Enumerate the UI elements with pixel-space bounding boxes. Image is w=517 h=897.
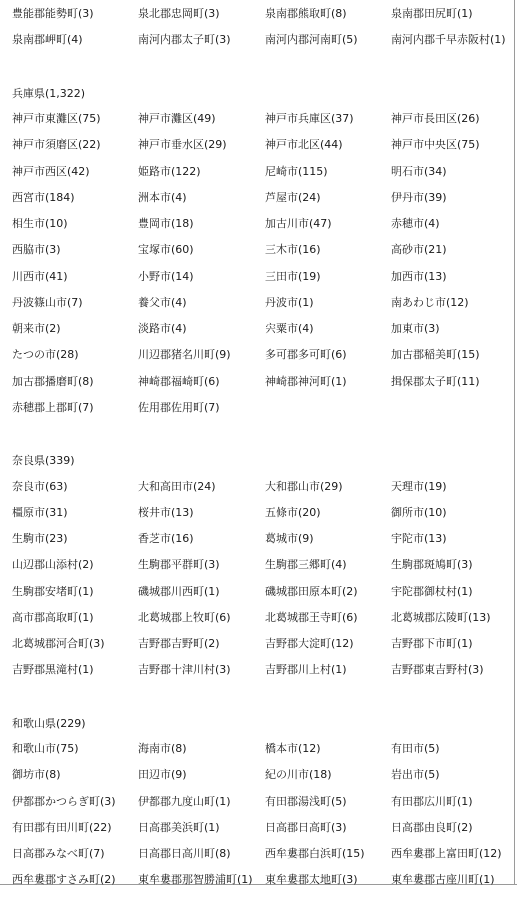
municipality-link[interactable]: 香芝市(16) [138,532,194,545]
municipality-link[interactable]: 磯城郡川西町(1) [138,584,220,598]
municipality-link[interactable]: 吉野郡黒滝村(1) [12,663,94,677]
municipality-link[interactable]: 日高郡日高川町(8) [138,847,231,860]
municipality-link[interactable]: 神戸市東灘区(75) [12,112,101,125]
list-row [0,736,517,762]
municipality-link[interactable]: 天理市(19) [391,479,447,493]
list-row [0,290,517,316]
municipality-link[interactable]: 芦屋市(24) [265,190,321,204]
municipality-link[interactable]: 川辺郡猪名川町(9) [138,348,231,362]
municipality-link[interactable]: 吉野郡川上村(1) [265,663,347,677]
municipality-link[interactable]: 高砂市(21) [391,243,447,257]
municipality-link[interactable]: 西牟婁郡すさみ町(2) [12,873,116,887]
municipality-link[interactable]: 岩出市(5) [391,768,440,782]
list-row [0,316,517,342]
municipality-link[interactable]: 神戸市須磨区(22) [12,138,101,152]
municipality-link[interactable]: 加東市(3) [391,322,440,335]
municipality-link[interactable]: 加古郡播磨町(8) [12,374,94,388]
municipality-link[interactable]: 東牟婁郡古座川町(1) [391,873,495,887]
list-row [0,211,517,237]
municipality-link[interactable]: 伊都郡かつらぎ町(3) [12,794,116,808]
municipality-link[interactable]: 神戸市西区(42) [12,164,90,178]
municipality-link[interactable]: 川西市(41) [12,269,68,283]
list-row [0,815,517,841]
list-row [0,27,517,53]
municipality-link[interactable]: 生駒郡三郷町(4) [265,558,347,572]
municipality-link[interactable]: 五條市(20) [265,505,321,519]
list-row [0,500,517,526]
municipality-link[interactable]: 姫路市(122) [138,164,201,178]
list-row [0,841,517,867]
municipality-link[interactable]: 明石市(34) [391,164,447,178]
municipality-link[interactable]: 泉南郡田尻町(1) [391,7,473,20]
list-row [0,579,517,605]
municipality-link[interactable]: 朝来市(2) [12,322,61,335]
municipality-link[interactable]: 生駒郡平群町(3) [138,558,220,572]
municipality-link[interactable]: 神戸市灘区(49) [138,112,216,125]
municipality-link[interactable]: 吉野郡下市町(1) [391,637,473,650]
municipality-link[interactable]: 佐用郡佐用町(7) [138,400,220,414]
municipality-link[interactable]: 有田郡湯浅町(5) [265,794,347,808]
list-row [0,395,517,421]
list-row [0,237,517,263]
municipality-link[interactable]: 神崎郡福崎町(6) [138,374,220,388]
municipality-link[interactable]: 吉野郡吉野町(2) [138,637,220,650]
municipality-link[interactable]: 養父市(4) [138,295,187,309]
municipality-link[interactable]: 神崎郡神河町(1) [265,374,347,388]
municipality-link[interactable]: 吉野郡十津川村(3) [138,663,231,677]
municipality-link[interactable]: 丹波市(1) [265,295,314,309]
list-row [0,185,517,211]
list-row [0,369,517,395]
municipality-link[interactable]: 神戸市北区(44) [265,138,343,152]
list-row [0,605,517,631]
municipality-link[interactable]: 相生市(10) [12,217,68,230]
municipality-link[interactable]: 神戸市中央区(75) [391,138,480,152]
municipality-link[interactable]: 橋本市(12) [265,742,321,755]
municipality-link[interactable]: 紀の川市(18) [265,768,332,782]
municipality-link[interactable]: 泉北郡忠岡町(3) [138,7,220,20]
municipality-link[interactable]: 田辺市(9) [138,768,187,782]
municipality-link[interactable]: 磯城郡田原本町(2) [265,584,358,598]
municipality-link[interactable]: 奈良市(63) [12,479,68,493]
municipality-link[interactable]: 日高郡由良町(2) [391,820,473,834]
municipality-link[interactable]: 南河内郡太子町(3) [138,33,231,47]
municipality-link[interactable]: 東牟婁郡太地町(3) [265,873,358,887]
list-row [0,762,517,788]
municipality-link[interactable]: 豊能郡能勢町(3) [12,7,94,20]
municipality-link[interactable]: 日高郡日高町(3) [265,820,347,834]
municipality-link[interactable]: 三木市(16) [265,243,321,257]
municipality-link[interactable]: 日高郡美浜町(1) [138,820,220,834]
municipality-link[interactable]: 大和郡山市(29) [265,479,343,493]
municipality-link[interactable]: 葛城市(9) [265,532,314,545]
municipality-link[interactable]: 日高郡みなべ町(7) [12,847,105,860]
municipality-link[interactable]: 宍粟市(4) [265,322,314,335]
municipality-link[interactable]: 神戸市垂水区(29) [138,138,227,152]
municipality-link[interactable]: 北葛城郡広陵町(13) [391,610,491,624]
municipality-link[interactable]: 有田郡広川町(1) [391,794,473,808]
municipality-link[interactable]: 三田市(19) [265,269,321,283]
municipality-link[interactable]: 加西市(13) [391,269,447,283]
municipality-link[interactable]: 北葛城郡河合町(3) [12,637,105,650]
municipality-link[interactable]: 泉南郡岬町(4) [12,33,83,47]
municipality-link[interactable]: 泉南郡熊取町(8) [265,7,347,20]
municipality-link[interactable]: 赤穂郡上郡町(7) [12,400,94,414]
list-row [0,1,517,27]
list-row [0,789,517,815]
list-row [0,106,517,132]
municipality-link[interactable]: 西脇市(3) [12,243,61,257]
list-row [0,132,517,158]
municipality-link[interactable]: 伊都郡九度山町(1) [138,794,231,808]
municipality-link[interactable]: 大和高田市(24) [138,479,216,493]
municipality-link[interactable]: 南河内郡河南町(5) [265,33,358,47]
list-row [0,264,517,290]
list-row [0,631,517,657]
municipality-link[interactable]: 橿原市(31) [12,505,68,519]
municipality-link[interactable]: 豊岡市(18) [138,217,194,230]
municipality-link[interactable]: 吉野郡大淀町(12) [265,637,354,650]
prefecture-heading[interactable]: 和歌山県(229) [12,716,86,730]
municipality-link[interactable]: 宇陀市(13) [391,532,447,545]
list-row [0,526,517,552]
municipality-link[interactable]: 小野市(14) [138,269,194,283]
municipality-link[interactable]: 北葛城郡上牧町(6) [138,610,231,624]
municipality-link[interactable]: 多可郡多可町(6) [265,348,347,362]
municipality-link[interactable]: 丹波篠山市(7) [12,295,83,309]
municipality-link[interactable]: 赤穂市(4) [391,217,440,230]
municipality-link[interactable]: たつの市(28) [12,348,79,362]
municipality-link[interactable]: 洲本市(4) [138,190,187,204]
municipality-link[interactable]: 有田郡有田川町(22) [12,820,112,834]
municipality-link[interactable]: 西宮市(184) [12,190,75,204]
list-row [0,342,517,368]
municipality-link[interactable]: 和歌山市(75) [12,742,79,755]
prefecture-heading[interactable]: 兵庫県(1,322) [12,86,86,100]
municipality-link[interactable]: 尼崎市(115) [265,164,328,178]
municipality-link[interactable]: 有田市(5) [391,742,440,755]
municipality-link[interactable]: 宝塚市(60) [138,243,194,257]
municipality-link[interactable]: 西牟婁郡白浜町(15) [265,847,365,860]
municipality-link[interactable]: 御所市(10) [391,505,447,519]
municipality-link[interactable]: 生駒市(23) [12,532,68,545]
municipality-link[interactable]: 海南市(8) [138,742,187,755]
municipality-link[interactable]: 伊丹市(39) [391,190,447,204]
municipality-link[interactable]: 東牟婁郡那智勝浦町(1) [138,873,253,887]
municipality-link[interactable]: 御坊市(8) [12,768,61,782]
municipality-link[interactable]: 生駒郡安堵町(1) [12,584,94,598]
municipality-link[interactable]: 生駒郡斑鳩町(3) [391,558,473,572]
municipality-link[interactable]: 吉野郡東吉野村(3) [391,663,484,677]
municipality-link[interactable]: 南あわじ市(12) [391,295,469,309]
municipality-link[interactable]: 加古郡稲美町(15) [391,348,480,362]
list-row [0,159,517,185]
municipality-link[interactable]: 揖保郡太子町(11) [391,374,480,388]
prefecture-heading[interactable]: 奈良県(339) [12,454,75,468]
list-row [0,552,517,578]
list-row [0,867,517,893]
municipality-link[interactable]: 加古川市(47) [265,217,332,230]
municipality-link[interactable]: 北葛城郡王寺町(6) [265,610,358,624]
list-row [0,474,517,500]
municipality-link[interactable]: 桜井市(13) [138,505,194,519]
municipality-link[interactable]: 南河内郡千早赤阪村(1) [391,33,506,47]
list-row [0,657,517,683]
municipality-link[interactable]: 淡路市(4) [138,322,187,335]
municipality-link[interactable]: 神戸市長田区(26) [391,112,480,125]
municipality-link[interactable]: 高市郡高取町(1) [12,610,94,624]
municipality-link[interactable]: 山辺郡山添村(2) [12,558,94,572]
municipality-link[interactable]: 神戸市兵庫区(37) [265,112,354,125]
municipality-link[interactable]: 西牟婁郡上富田町(12) [391,847,502,860]
municipality-link[interactable]: 宇陀郡御杖村(1) [391,584,473,598]
